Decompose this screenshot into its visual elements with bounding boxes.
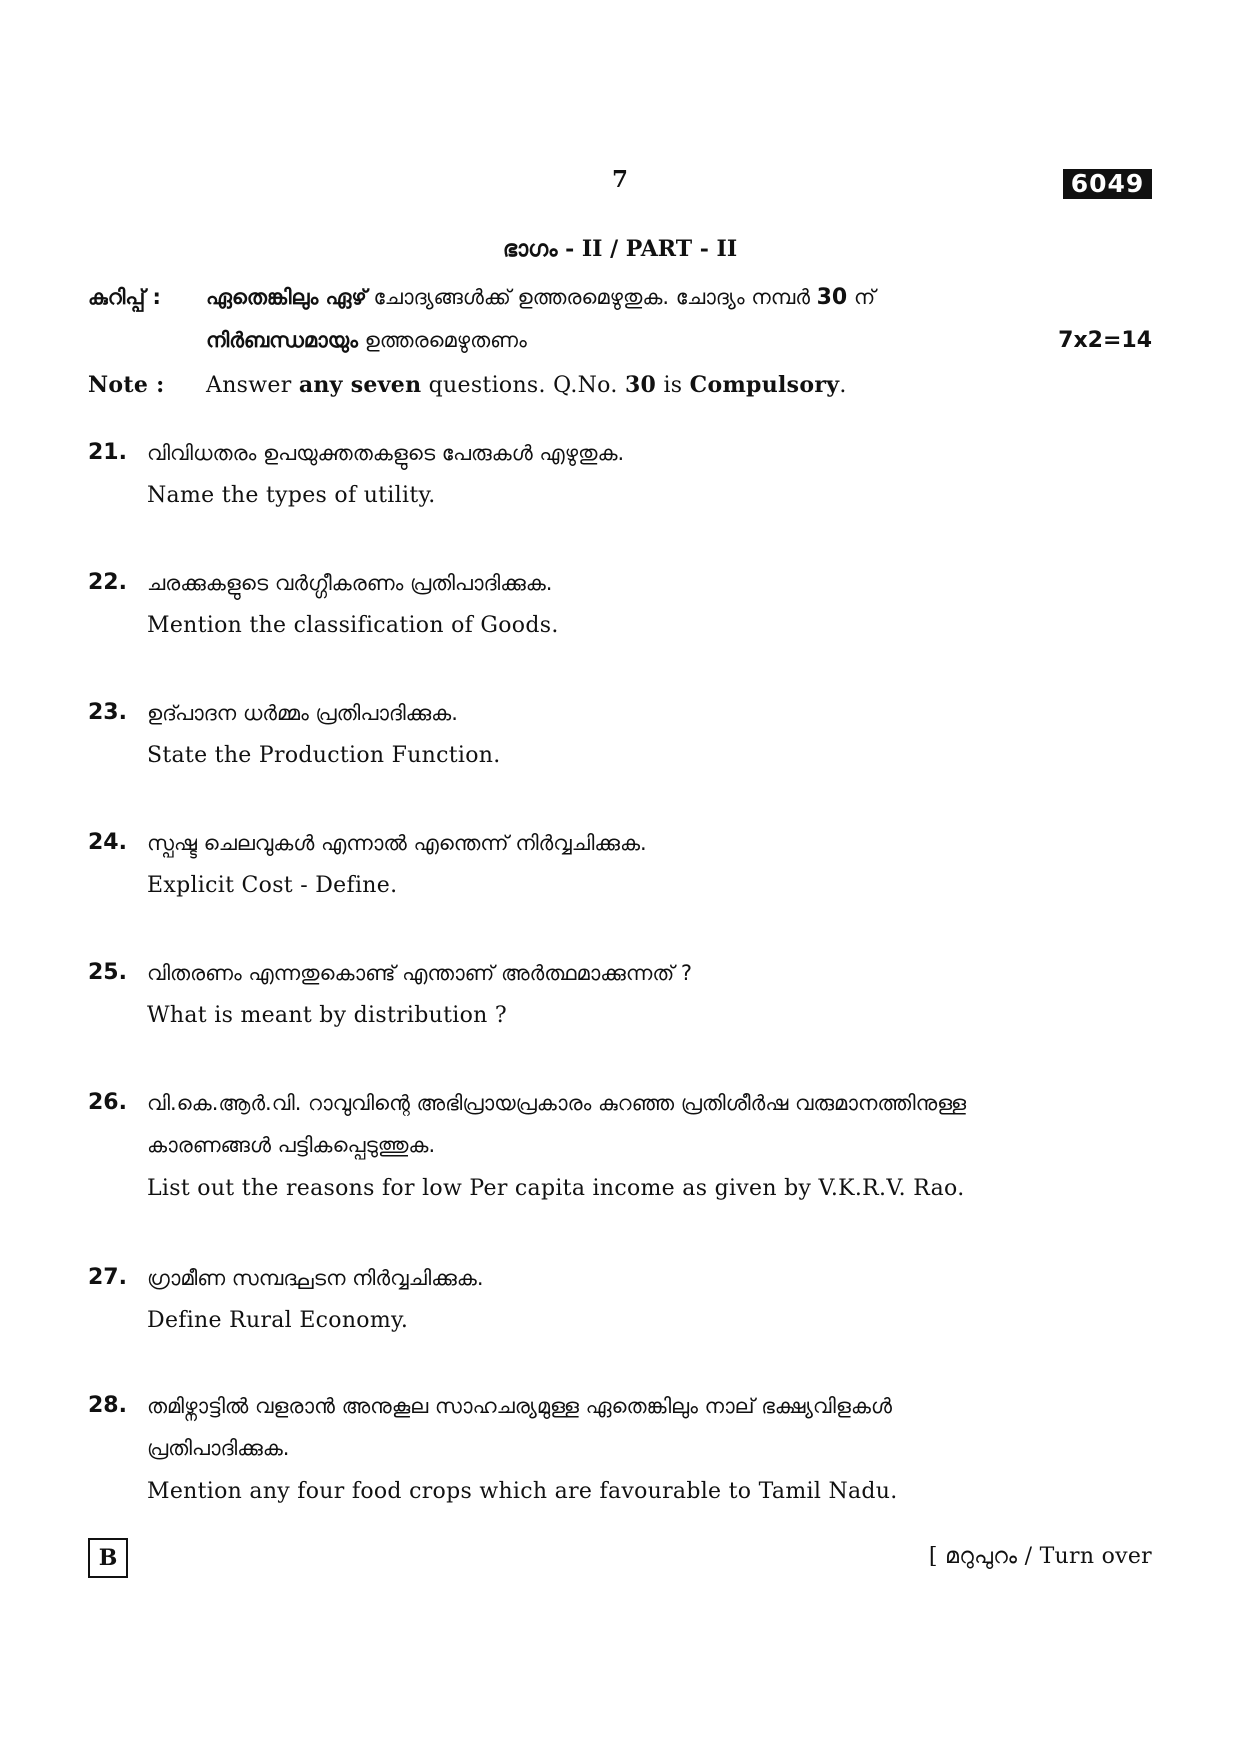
question-text-malayalam: വിതരണം എന്നതുകൊണ്ട് എന്താണ് അർത്ഥമാക്കുന്നത് ? xyxy=(147,961,693,985)
question-24 xyxy=(88,830,1152,920)
question-text-malayalam: വി.കെ.ആർ.വി. റാവുവിന്റെ അഭിപ്രായപ്രകാരം കുറഞ്ഞ പ്രതിശീർഷ വരുമാനത്തിനുള്ള xyxy=(147,1091,967,1115)
note-english-label: Note : xyxy=(88,372,165,398)
question-number: 28. xyxy=(88,1393,127,1418)
question-text-english: List out the reasons for low Per capita income as given by V.K.R.V. Rao. xyxy=(147,1176,965,1201)
note-english-text: Answer any seven questions. Q.No. 30 is Compulsory. xyxy=(206,372,847,398)
question-21 xyxy=(88,440,1152,530)
question-text-english: Define Rural Economy. xyxy=(147,1308,409,1333)
question-text-malayalam: വിവിധതരം ഉപയുക്തതകളുടെ പേരുകൾ എഴുതുക. xyxy=(147,441,625,465)
question-text-english: Explicit Cost - Define. xyxy=(147,873,398,898)
question-number: 26. xyxy=(88,1090,127,1115)
question-text-malayalam: തമിഴ്നാട്ടിൽ വളരാൻ അനുകൂല സാഹചര്യമുള്ള ഏതെങ്കിലും നാല് ഭക്ഷ്യവിളകൾ xyxy=(147,1394,892,1418)
question-number: 22. xyxy=(88,570,127,595)
page-number: 7 xyxy=(611,166,628,193)
part-heading: ഭാഗം - II / PART - II xyxy=(502,236,738,262)
question-27 xyxy=(88,1265,1152,1355)
question-text-malayalam-cont: കാരണങ്ങൾ പട്ടികപ്പെടുത്തുക. xyxy=(147,1133,436,1157)
question-text-english: State the Production Function. xyxy=(147,743,501,768)
question-text-english: What is meant by distribution ? xyxy=(147,1003,507,1028)
question-text-malayalam-cont: പ്രതിപാദിക്കുക. xyxy=(147,1436,290,1460)
question-number: 24. xyxy=(88,830,127,855)
question-28 xyxy=(88,1393,1152,1523)
question-text-malayalam: ഉദ്പാദന ധർമ്മം പ്രതിപാദിക്കുക. xyxy=(147,701,458,725)
question-text-malayalam: സ്പഷ്ട ചെലവുകൾ എന്നാൽ എന്തെന്ന് നിർവ്വചിക്കുക. xyxy=(147,831,647,855)
note-english xyxy=(88,372,1152,404)
note-malayalam-label: കുറിപ്പ് : xyxy=(88,285,161,309)
note-malayalam-line1 xyxy=(88,285,1152,317)
paper-code-badge: 6049 xyxy=(1063,169,1152,199)
question-number: 27. xyxy=(88,1265,127,1290)
question-text-malayalam: ഗ്രാമീണ സമ്പദ്ഘടന നിർവ്വചിക്കുക. xyxy=(147,1266,484,1290)
question-number: 25. xyxy=(88,960,127,985)
question-22 xyxy=(88,570,1152,660)
question-25 xyxy=(88,960,1152,1050)
turn-over-note: [ മറുപുറം / Turn over xyxy=(928,1544,1152,1569)
note-malayalam-text: ഏതെങ്കിലും ഏഴ് ചോദ്യങ്ങൾക്ക് ഉത്തരമെഴുതുക. ചോദ്യം നമ്പർ 30 ന് xyxy=(206,285,876,310)
question-26 xyxy=(88,1090,1152,1220)
note-malayalam-text2: നിർബന്ധമായും ഉത്തരമെഴുതണം xyxy=(206,328,527,352)
note-malayalam-line2 xyxy=(88,328,1152,360)
question-23 xyxy=(88,700,1152,790)
booklet-letter-box: B xyxy=(88,1538,128,1578)
question-text-malayalam: ചരക്കുകളുടെ വർഗ്ഗീകരണം പ്രതിപാദിക്കുക. xyxy=(147,571,553,595)
marks-allocation: 7x2=14 xyxy=(1058,328,1152,353)
question-number: 23. xyxy=(88,700,127,725)
question-number: 21. xyxy=(88,440,127,465)
question-text-english: Mention any four food crops which are favourable to Tamil Nadu. xyxy=(147,1479,898,1504)
question-text-english: Mention the classification of Goods. xyxy=(147,613,559,638)
question-text-english: Name the types of utility. xyxy=(147,483,436,508)
